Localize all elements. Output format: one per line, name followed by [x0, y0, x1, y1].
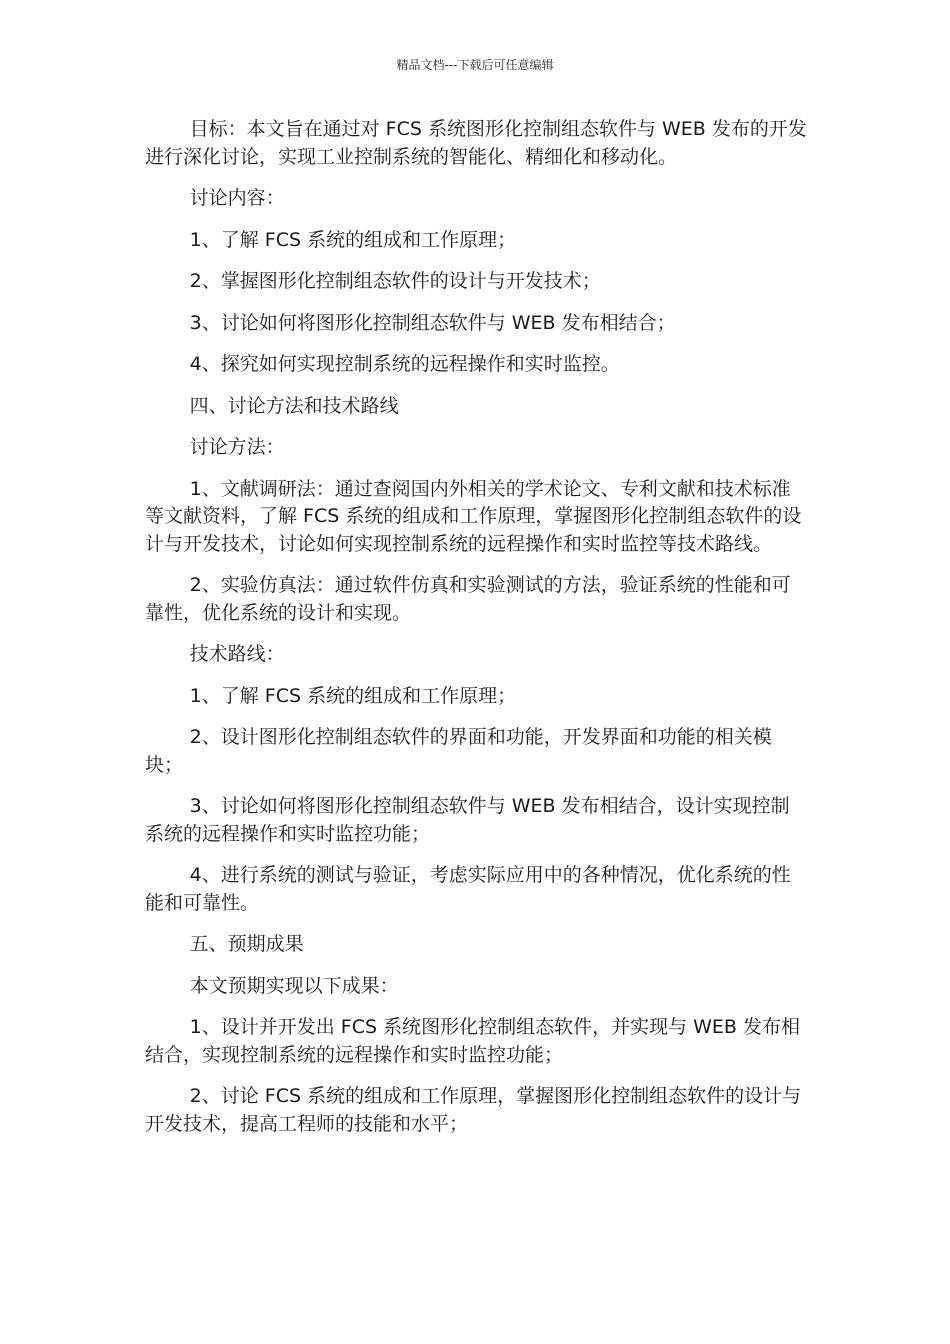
paragraph-results-intro: 本文预期实现以下成果：	[189, 974, 399, 997]
paragraph-route-4: 4、进行系统的测试与验证，考虑实际应用中的各种情况，优化系统的性能和可靠性。	[145, 864, 791, 914]
paragraph-content-item-1: 1、了解 FCS 系统的组成和工作原理；	[189, 228, 517, 251]
paragraph-method-2: 2、实验仿真法：通过软件仿真和实验测试的方法，验证系统的性能和可靠性，优化系统的设计和实现。	[145, 574, 791, 624]
section-heading-expected-results: 五、预期成果	[189, 933, 304, 955]
paragraph-route-1: 1、了解 FCS 系统的组成和工作原理；	[189, 684, 517, 707]
paragraph-content-item-4: 4、探究如何实现控制系统的远程操作和实时监控。	[189, 353, 620, 375]
paragraph-method-1: 1、文献调研法：通过查阅国内外相关的学术论文、专利文献和技术标准等文献资料，了解 FCS 系统的组成和工作原理，掌握图形化控制组态软件的设计与开发技术，讨论如何实现控制系统的远程操作和实时监控等技术路线。	[145, 477, 802, 555]
paragraph-content-item-2: 2、掌握图形化控制组态软件的设计与开发技术；	[189, 270, 601, 292]
paragraph-content-item-3: 3、讨论如何将图形化控制组态软件与 WEB 发布相结合；	[189, 311, 676, 334]
document-body	[145, 116, 807, 1152]
paragraph-methods-heading: 讨论方法：	[189, 436, 285, 458]
paragraph-goal: 目标：本文旨在通过对 FCS 系统图形化控制组态软件与 WEB 发布的开发进行深化讨论，实现工业控制系统的智能化、精细化和移动化。	[145, 118, 807, 168]
paragraph-result-1: 1、设计并开发出 FCS 系统图形化控制组态软件，并实现与 WEB 发布相结合，实现控制系统的远程操作和实时监控功能；	[145, 1016, 800, 1066]
paragraph-route-heading: 技术路线：	[189, 643, 285, 665]
paragraph-research-content-heading: 讨论内容：	[189, 187, 285, 209]
paragraph-route-2: 2、设计图形化控制组态软件的界面和功能，开发界面和功能的相关模块；	[145, 726, 772, 776]
page-header: 精品文档---下载后可任意编辑	[396, 58, 554, 72]
section-heading-methods: 四、讨论方法和技术路线	[189, 394, 399, 417]
paragraph-result-2: 2、讨论 FCS 系统的组成和工作原理，掌握图形化控制组态软件的设计与开发技术，提高工程师的技能和水平；	[145, 1085, 802, 1135]
paragraph-route-3: 3、讨论如何将图形化控制组态软件与 WEB 发布相结合，设计实现控制系统的远程操作和实时监控功能；	[145, 795, 790, 845]
